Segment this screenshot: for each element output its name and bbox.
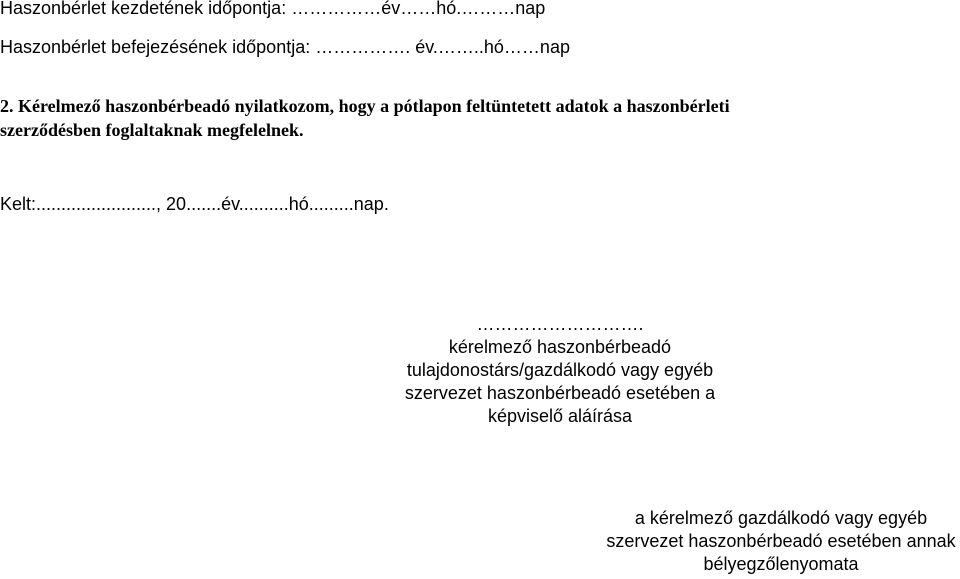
- stamp-caption-line-2: szervezet haszonbérbeadó esetében annak: [606, 531, 956, 551]
- lease-start-blanks: ……………év……hó.………nap: [291, 0, 546, 18]
- signature-block: [325, 313, 795, 428]
- signature-caption-line-2: tulajdonostárs/gazdálkodó vagy egyéb: [406, 360, 714, 380]
- declaration-line-2: szerződésben foglaltaknak megfelelnek.: [0, 120, 304, 140]
- lease-start-line: [0, 0, 545, 19]
- stamp-caption-line-1: a kérelmező gazdálkodó vagy egyéb: [634, 508, 928, 528]
- signature-dotted-line: ……………………….: [476, 314, 644, 334]
- signature-caption-line-1: kérelmező haszonbérbeadó: [448, 337, 672, 357]
- signature-caption-line-4: képviselő aláírása: [487, 406, 633, 426]
- stamp-caption-line-3: bélyegzőlenyomata: [703, 554, 859, 574]
- kelt-date-line: Kelt:........................, 20.......év..........hó.........nap.: [0, 194, 389, 214]
- declaration-paragraph: [0, 94, 940, 142]
- lease-start-label: Haszonbérlet kezdetének időpontja:: [0, 0, 287, 18]
- lease-end-label: Haszonbérlet befejezésének időpontja:: [0, 37, 311, 57]
- lease-end-blanks: ……………. év.……..hó……nap: [315, 37, 570, 57]
- declaration-line-1: 2. Kérelmező haszonbérbeadó nyilatkozom, hogy a pótlapon feltüntetett adatok a haszonbérleti: [0, 96, 730, 116]
- stamp-caption-block: [591, 507, 960, 576]
- lease-end-line: [0, 36, 570, 58]
- signature-caption-line-3: szervezet haszonbérbeadó esetében a: [404, 383, 716, 403]
